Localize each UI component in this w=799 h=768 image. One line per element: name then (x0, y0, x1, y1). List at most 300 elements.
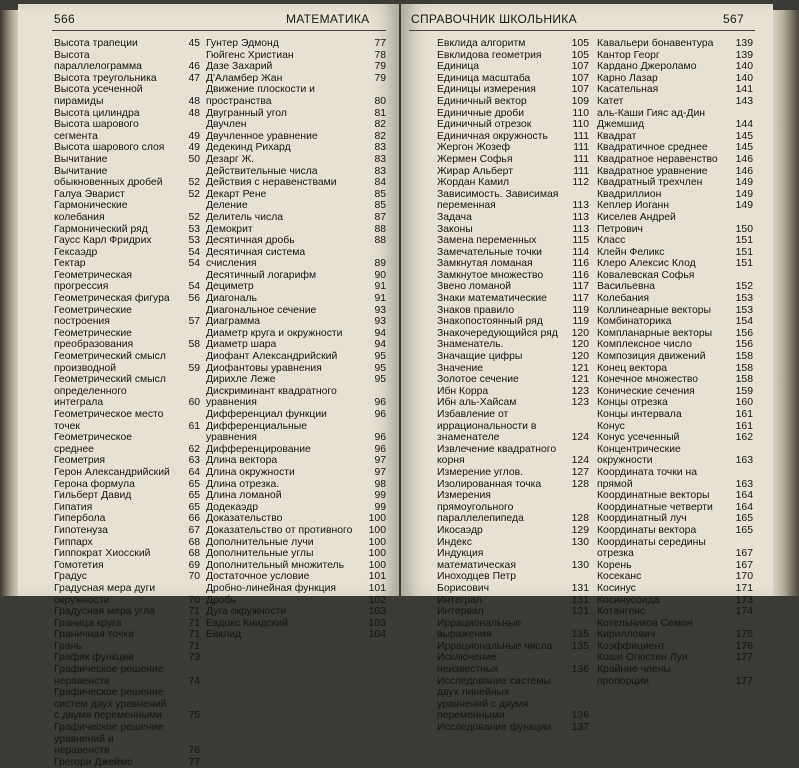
entry-page-number: 71 (188, 606, 200, 618)
entry-page-number: 46 (188, 61, 200, 73)
entry-term: Знакопостоянный ряд (437, 316, 543, 328)
entry-term: Дециметр (206, 281, 254, 293)
entry-term: Градус (54, 571, 87, 583)
entry-page-number: 167 (735, 548, 753, 560)
entry-term: Десятичная система счисления (206, 246, 306, 270)
index-entry (54, 84, 200, 107)
index-entry (206, 281, 386, 293)
entry-term: Геометрические построения (54, 304, 132, 328)
index-entry (206, 629, 386, 641)
index-entry (206, 131, 386, 143)
entry-page-number: 146 (735, 165, 753, 177)
entry-term: Замкнутое множество (437, 269, 544, 281)
entry-page-number: 113 (572, 200, 589, 212)
entry-page-number: 71 (188, 640, 200, 652)
entry-page-number: 151 (735, 258, 753, 270)
entry-term: Гипатия (54, 501, 93, 513)
entry-term: Концы интервала (597, 409, 682, 420)
entry-term: Геометрический смысл производной (54, 351, 166, 374)
index-entry (597, 641, 753, 653)
entry-term: Дробно-линейная функция (206, 582, 337, 594)
entry-page-number: 123 (571, 397, 589, 409)
index-entry (597, 258, 753, 270)
index-entry (54, 108, 200, 120)
entry-page-number: 105 (571, 38, 589, 49)
entry-page-number: 97 (374, 455, 386, 467)
index-entry (597, 270, 753, 293)
entry-page-number: 164 (735, 490, 753, 502)
index-entry (597, 467, 753, 490)
entry-term: Диаграмма (206, 316, 261, 328)
index-entry (206, 455, 386, 467)
entry-term: Карно Лазар (597, 72, 658, 84)
entry-page-number: 97 (374, 466, 386, 478)
index-entry (437, 571, 589, 594)
entry-term: Галуа Эварист (54, 188, 125, 200)
entry-term: Двугранный угол (206, 107, 287, 119)
entry-term: Исследование системы двух линейных уравнений с двумя переменными (437, 675, 551, 722)
index-entry (206, 328, 386, 340)
entry-page-number: 59 (188, 362, 200, 374)
index-entry (437, 722, 589, 734)
entry-term: Киселев Андрей Петрович (597, 211, 676, 235)
index-entry (437, 84, 589, 96)
page-number: 567 (723, 12, 744, 26)
index-entry (206, 513, 386, 525)
entry-term: Диагональ (206, 293, 257, 305)
entry-term: Значащие цифры (437, 351, 523, 363)
index-entry (597, 571, 753, 583)
entry-term: Композиция движений (597, 351, 706, 363)
index-entry (437, 108, 589, 120)
index-entry (206, 409, 386, 421)
entry-term: Координаты вектора (597, 524, 697, 536)
entry-term: Доказательство (206, 513, 283, 525)
entry-term: Концы отрезка (597, 397, 668, 409)
entry-page-number: 107 (571, 84, 589, 96)
entry-page-number: 88 (374, 223, 386, 235)
entry-term: Единичные дроби (437, 107, 525, 119)
entry-term: Жермен Софья (437, 153, 513, 165)
entry-term: Конические сечения (597, 385, 695, 397)
index-entry (437, 61, 589, 73)
entry-term: Золотое сечение (437, 374, 519, 386)
index-entry (206, 444, 386, 456)
entry-term: Кантор Георг (597, 49, 660, 61)
index-entry (54, 606, 200, 618)
entry-page-number: 110 (572, 107, 589, 119)
index-entry (597, 142, 753, 154)
index-entry (206, 73, 386, 85)
index-entry (206, 421, 386, 444)
index-entry (597, 525, 753, 537)
entry-page-number: 54 (188, 281, 200, 293)
index-entry (206, 618, 386, 630)
index-entry (54, 687, 200, 722)
index-entry (597, 61, 753, 73)
index-entry (206, 351, 386, 363)
entry-term: Икосаэдр (437, 524, 483, 536)
entry-term: Гиппократ Хиосский (54, 548, 151, 560)
entry-page-number: 70 (188, 594, 200, 606)
index-entry (206, 177, 386, 189)
index-entry (437, 119, 589, 131)
entry-page-number: 173 (735, 594, 753, 606)
entry-page-number: 145 (735, 142, 753, 154)
entry-term: Координатные векторы (597, 490, 710, 502)
index-entry (597, 293, 753, 305)
index-entry (437, 676, 589, 722)
entry-page-number: 94 (374, 327, 386, 339)
entry-page-number: 121 (571, 374, 589, 386)
entry-page-number: 78 (374, 49, 386, 61)
entry-term: Высота параллелограмма (54, 49, 142, 73)
entry-term: Комбинаторика (597, 316, 672, 328)
entry-term: Евклидова геометрия (437, 49, 542, 61)
entry-page-number: 136 (571, 710, 589, 722)
entry-page-number: 144 (735, 119, 753, 131)
entry-page-number: 47 (188, 72, 200, 84)
entry-page-number: 65 (188, 501, 200, 513)
entry-term: Дополнительный множитель (206, 559, 345, 571)
entry-term: Концентрические окружности (597, 443, 681, 467)
entry-term: Ибн Корра (437, 385, 489, 397)
entry-page-number: 99 (374, 501, 386, 513)
entry-page-number: 50 (188, 153, 200, 165)
entry-term: Коши Огюстен Луи (597, 652, 688, 664)
entry-page-number: 165 (735, 513, 753, 525)
index-entry (597, 652, 753, 664)
entry-page-number: 162 (735, 432, 753, 444)
entry-page-number: 150 (735, 223, 753, 235)
index-entry (206, 525, 386, 537)
index-entry (206, 571, 386, 583)
entry-page-number: 103 (368, 617, 386, 629)
entry-page-number: 67 (188, 524, 200, 536)
entry-page-number: 165 (735, 524, 753, 536)
entry-page-number: 54 (188, 246, 200, 258)
entry-page-number: 101 (368, 582, 386, 594)
entry-term: Интервал (437, 606, 484, 618)
entry-term: Гексаэдр (54, 246, 98, 258)
index-entry (206, 537, 386, 549)
entry-term: Клейн Феликс (597, 246, 665, 258)
entry-term: Единица (437, 61, 480, 73)
index-entry (54, 328, 200, 351)
entry-page-number: 170 (735, 571, 753, 583)
index-entry (597, 397, 753, 409)
entry-page-number: 77 (188, 756, 200, 768)
entry-page-number: 130 (571, 559, 589, 571)
entry-term: Изолированная точка (437, 478, 542, 490)
index-entry (437, 38, 589, 50)
entry-term: Замечательные точки (437, 246, 542, 258)
entry-term: Ибн аль-Хайсам (437, 397, 517, 409)
entry-page-number: 98 (374, 478, 386, 490)
index-entry (54, 224, 200, 236)
index-entry (597, 305, 753, 317)
entry-term: Кеплер Иоганн (597, 200, 670, 212)
index-entry (54, 119, 200, 142)
index-entry (54, 73, 200, 85)
entry-term: Дезарг Ж. (206, 153, 255, 165)
index-entry (597, 73, 753, 85)
entry-term: Конус (597, 420, 625, 432)
index-column (437, 38, 589, 734)
index-entry (597, 189, 753, 201)
entry-term: Иррациональные числа (437, 640, 553, 652)
entry-page-number: 81 (374, 107, 386, 119)
entry-page-number: 112 (572, 177, 589, 189)
entry-term: Додекаэдр (206, 501, 259, 513)
entry-page-number: 90 (374, 269, 386, 281)
entry-term: Корень (597, 559, 632, 571)
entry-page-number: 96 (374, 397, 386, 409)
entry-page-number: 102 (368, 594, 386, 606)
entry-term: Грегори Джеймс (54, 756, 133, 768)
index-entry (437, 618, 589, 641)
entry-page-number: 151 (735, 246, 753, 258)
entry-page-number: 124 (571, 432, 589, 444)
entry-term: Длина отрезка. (206, 478, 280, 490)
index-entry (54, 305, 200, 328)
index-entry (437, 595, 589, 607)
entry-page-number: 71 (188, 617, 200, 629)
entry-term: Евдокс Книдский (206, 617, 288, 629)
index-entry (437, 386, 589, 398)
entry-term: Квадратный трехчлен (597, 177, 703, 189)
entry-term: Иноходцев Петр Борисович (437, 571, 517, 594)
entry-page-number: 83 (374, 165, 386, 177)
entry-page-number: 149 (735, 200, 753, 212)
entry-term: Координата точки на прямой (597, 466, 697, 490)
entry-page-number: 52 (188, 188, 200, 200)
index-entry (54, 513, 200, 525)
index-entry (206, 189, 386, 201)
index-column (206, 38, 386, 641)
index-entry (597, 444, 753, 467)
index-entry (597, 409, 753, 421)
entry-term: Демокрит (206, 223, 253, 235)
entry-page-number: 95 (374, 362, 386, 374)
entry-page-number: 113 (572, 223, 589, 235)
entry-page-number: 111 (573, 142, 589, 154)
index-entry (206, 339, 386, 351)
entry-term: Извлечение квадратного корня (437, 443, 557, 467)
index-entry (54, 490, 200, 502)
entry-term: Измерение углов. (437, 466, 524, 478)
entry-page-number: 158 (735, 351, 753, 363)
entry-term: Ковалевская Софья Васильевна (597, 269, 695, 293)
index-column (54, 38, 200, 768)
entry-term: Геометрия (54, 455, 106, 467)
entry-page-number: 100 (368, 524, 386, 536)
entry-term: Кардано Джероламо (597, 61, 697, 73)
index-entry (597, 351, 753, 363)
index-entry (437, 397, 589, 409)
index-entry (437, 641, 589, 653)
entry-term: Значение (437, 362, 484, 374)
index-entry (437, 247, 589, 259)
entry-page-number: 143 (735, 95, 753, 107)
index-entry (206, 560, 386, 572)
index-entry (206, 166, 386, 178)
index-entry (54, 154, 200, 166)
index-entry (597, 374, 753, 386)
entry-term: Замкнутая ломаная (437, 258, 533, 270)
entry-term: Евклида алгоритм (437, 38, 526, 49)
index-entry (437, 537, 589, 549)
entry-term: Гомотетия (54, 559, 104, 571)
entry-term: Диаметр круга и окружности (206, 327, 343, 339)
entry-page-number: 156 (735, 327, 753, 339)
entry-page-number: 95 (374, 374, 386, 386)
index-entry (597, 583, 753, 595)
entry-term: Квадратное неравенство (597, 153, 718, 165)
entry-term: Знаки математические (437, 293, 547, 305)
entry-page-number: 161 (735, 420, 753, 432)
index-entry (54, 50, 200, 73)
index-entry (206, 363, 386, 375)
entry-page-number: 115 (572, 235, 589, 247)
entry-term: Геометрическая прогрессия (54, 269, 132, 293)
entry-term: Графическое решение систем двух уравнений с двумя переменными (54, 687, 167, 722)
entry-term: Единицы измерения (437, 84, 536, 96)
entry-page-number: 107 (571, 72, 589, 84)
entry-term: Достаточное условие (206, 571, 310, 583)
index-entry (54, 467, 200, 479)
entry-term: Диофант Александрийский (206, 351, 338, 363)
page-number: 566 (54, 12, 75, 26)
index-entry (54, 664, 200, 687)
entry-term: Геометрический смысл определенного интеграла (54, 374, 166, 409)
entry-page-number: 100 (368, 559, 386, 571)
entry-term: Знакочередующийся ряд (437, 327, 558, 339)
index-entry (437, 142, 589, 154)
entry-term: Градусная мера дуги окружности (54, 582, 156, 606)
index-entry (206, 316, 386, 328)
entry-page-number: 158 (735, 362, 753, 374)
entry-term: Дуга окружности (206, 606, 287, 618)
index-entry (437, 177, 589, 189)
entry-term: Колебания (597, 293, 649, 305)
entry-page-number: 73 (188, 652, 200, 664)
entry-page-number: 91 (374, 293, 386, 305)
index-entry (597, 212, 753, 235)
entry-term: Зависимость. Зависимая переменная (437, 188, 559, 212)
entry-page-number: 161 (735, 409, 753, 420)
entry-page-number: 105 (571, 49, 589, 61)
entry-term: Гипербола (54, 513, 106, 525)
entry-page-number: 76 (188, 745, 200, 757)
index-entry (437, 363, 589, 375)
entry-page-number: 53 (188, 223, 200, 235)
index-entry (597, 96, 753, 108)
entry-term: Диофантовы уравнения (206, 362, 322, 374)
entry-page-number: 65 (188, 478, 200, 490)
entry-page-number: 177 (735, 675, 753, 687)
entry-term: Кавальери бонавентура (597, 38, 714, 49)
entry-page-number: 96 (374, 432, 386, 444)
index-entry (54, 652, 200, 664)
entry-page-number: 99 (374, 490, 386, 502)
entry-term: Класс (597, 235, 626, 247)
entry-page-number: 77 (374, 38, 386, 49)
entry-term: Двучленное уравнение (206, 130, 318, 142)
entry-term: Конус усеченный (597, 432, 680, 444)
entry-page-number: 96 (374, 409, 386, 420)
entry-term: Единичный вектор (437, 95, 527, 107)
index-entry (54, 571, 200, 583)
index-entry (597, 316, 753, 328)
index-entry (597, 421, 753, 433)
index-entry (206, 502, 386, 514)
entry-page-number: 153 (735, 293, 753, 305)
entry-page-number: 113 (572, 211, 589, 223)
entry-term: Действия с неравенствами (206, 177, 337, 189)
entry-term: Задача (437, 211, 472, 223)
entry-page-number: 110 (572, 119, 589, 131)
entry-term: Гюйгенс Христиан (206, 49, 294, 61)
index-entry (206, 154, 386, 166)
entry-page-number: 120 (571, 351, 589, 363)
entry-page-number: 119 (572, 304, 589, 316)
index-entry (597, 606, 753, 618)
index-entry (597, 560, 753, 572)
entry-page-number: 96 (374, 443, 386, 455)
entry-term: Геометрическое среднее (54, 432, 133, 455)
entry-page-number: 49 (188, 142, 200, 154)
entry-page-number: 117 (572, 281, 589, 293)
index-entry (597, 537, 753, 560)
index-entry (597, 595, 753, 607)
entry-term: Герона формула (54, 478, 135, 490)
page-title: СПРАВОЧНИК ШКОЛЬНИКА (411, 12, 577, 26)
index-entry (54, 293, 200, 305)
entry-term: Гильберт Давид (54, 490, 132, 502)
index-entry (54, 560, 200, 572)
entry-page-number: 101 (368, 571, 386, 583)
entry-term: Знаков правило (437, 304, 515, 316)
entry-term: Длина окружности (206, 466, 295, 478)
entry-term: Законы (437, 223, 473, 235)
entry-page-number: 62 (188, 443, 200, 455)
entry-page-number: 80 (374, 95, 386, 107)
entry-page-number: 116 (572, 269, 589, 281)
entry-page-number: 65 (188, 490, 200, 502)
index-entry (437, 305, 589, 317)
entry-term: Дифференциальные уравнения (206, 420, 308, 444)
index-entry (206, 606, 386, 618)
index-entry (597, 235, 753, 247)
entry-term: Действительные числа (206, 165, 318, 177)
index-entry (206, 200, 386, 212)
index-entry (437, 131, 589, 143)
entry-page-number: 52 (188, 211, 200, 223)
entry-page-number: 140 (735, 61, 753, 73)
entry-term: Клеро Алексис Клод (597, 258, 696, 270)
index-entry (597, 108, 753, 131)
entry-term: Касательная (597, 84, 659, 96)
entry-page-number: 156 (735, 339, 753, 351)
entry-page-number: 89 (374, 258, 386, 270)
entry-term: Высота усеченной пирамиды (54, 84, 143, 107)
index-entry (206, 84, 386, 107)
index-entry (54, 235, 200, 247)
entry-page-number: 104 (368, 629, 386, 641)
entry-page-number: 130 (571, 536, 589, 548)
entry-page-number: 60 (188, 397, 200, 409)
